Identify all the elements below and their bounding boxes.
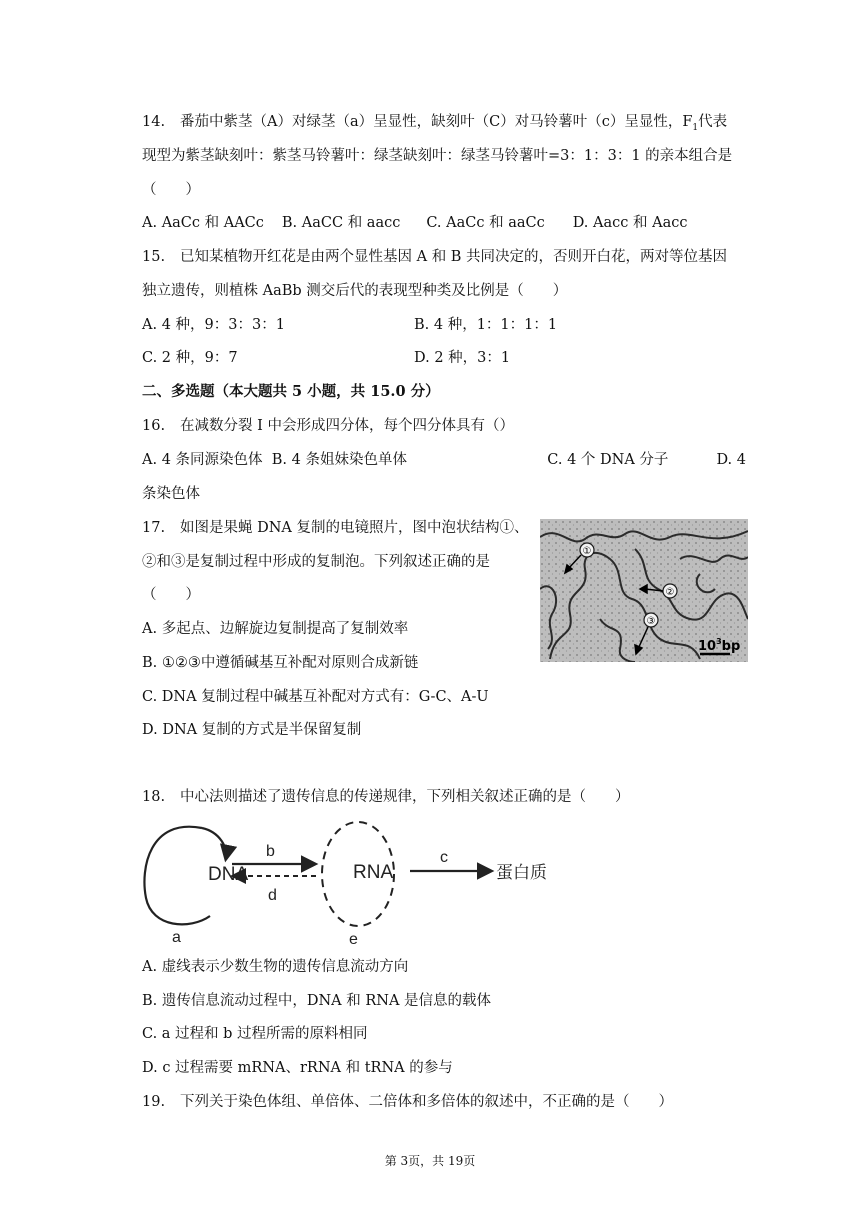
q16-stem: 16. 在减数分裂 I 中会形成四分体，每个四分体具有（） — [142, 418, 514, 434]
q15-option-b: B. 4 种，1：1：1：1 — [414, 317, 558, 333]
q18-option-d: D. c 过程需要 mRNA、rRNA 和 tRNA 的参与 — [142, 1060, 453, 1076]
q16-number: 16. — [142, 418, 166, 434]
q18-stem: 18. 中心法则描述了遗传信息的传递规律，下列相关叙述正确的是（ ） — [142, 789, 630, 805]
q17-option-a: A. 多起点、边解旋边复制提高了复制效率 — [142, 621, 409, 637]
q18-number: 18. — [142, 789, 166, 805]
q19-number: 19. — [142, 1094, 166, 1110]
label-c: c — [440, 849, 448, 866]
label-a: a — [172, 929, 181, 946]
q16-option-b: B. 4 条姐妹染色单体 — [271, 452, 407, 468]
protein-label: 蛋白质 — [496, 863, 547, 883]
micrograph-label-1: ① — [582, 546, 592, 557]
q15-option-d: D. 2 种，3：1 — [414, 350, 511, 366]
q18-option-a: A. 虚线表示少数生物的遗传信息流动方向 — [142, 959, 409, 975]
dna-label: DNA — [208, 864, 249, 885]
q16-option-c: C. 4 个 DNA 分子 — [547, 452, 669, 468]
q14-stem-line-1: 14. 番茄中紫茎（A）对绿茎（a）呈显性，缺刻叶（C）对马铃薯叶（c）呈显性，$F_1$代表 — [142, 114, 728, 133]
q16-options — [142, 450, 746, 470]
dna-replication-micrograph — [540, 519, 748, 662]
q15-option-a: A. 4 种，9：3：3：1 — [142, 317, 285, 333]
q17-stem-line-3: （ ） — [142, 587, 200, 603]
micrograph-label-2: ② — [665, 587, 675, 598]
q17-option-d: D. DNA 复制的方式是半保留复制 — [142, 722, 362, 738]
micrograph-scale-label: $10^3bp$ — [698, 637, 741, 654]
q18-option-b: B. 遗传信息流动过程中，DNA 和 RNA 是信息的载体 — [142, 993, 492, 1009]
q19-stem: 19. 下列关于染色体组、单倍体、二倍体和多倍体的叙述中，不正确的是（ ） — [142, 1094, 673, 1110]
q15-stem-line-1: 15. 已知某植物开红花是由两个显性基因 A 和 B 共同决定的，否则开白花，两对等位基因 — [142, 249, 728, 265]
label-e: e — [349, 931, 358, 948]
q16-option-a: A. 4 条同源染色体 — [142, 452, 263, 468]
q14-stem-line-3: （ ） — [142, 182, 200, 198]
q17-stem-line-2: ②和③是复制过程中形成的复制泡。下列叙述正确的是 — [142, 554, 490, 570]
micrograph-svg — [540, 519, 748, 662]
q15-number: 15. — [142, 249, 166, 265]
q15-option-c: C. 2 种，9：7 — [142, 350, 238, 366]
q15-stem-line-2: 独立遗传，则植株 AaBb 测交后代的表现型种类及比例是（ ） — [142, 283, 568, 299]
q16-option-d: D. 4 — [716, 452, 746, 468]
q16-option-d-wrap: 条染色体 — [142, 486, 200, 502]
q14-option-c: C. AaCc 和 aaCc — [426, 215, 545, 231]
q14-number: 14. — [142, 114, 166, 130]
q14-option-b: B. AaCC 和 aacc — [281, 215, 401, 231]
q14-options — [142, 213, 687, 233]
central-dogma-diagram — [140, 818, 570, 948]
label-d: d — [268, 887, 277, 904]
q17-option-b: B. ①②③中遵循碱基互补配对原则合成新链 — [142, 655, 419, 671]
q14-option-a: A. AaCc 和 AACc — [142, 215, 264, 231]
q18-option-c: C. a 过程和 b 过程所需的原料相同 — [142, 1026, 368, 1042]
q17-stem-line-1: 17. 如图是果蝇 DNA 复制的电镜照片，图中泡状结构①、 — [142, 520, 529, 536]
replication-loop — [144, 827, 210, 925]
q17-option-c: C. DNA 复制过程中碱基互补配对方式有：G-C、A-U — [142, 689, 489, 705]
section-heading: 二、多选题（本大题共 5 小题，共 15.0 分） — [142, 383, 440, 400]
central-dogma-svg — [140, 818, 570, 948]
q14-option-d: D. Aacc 和 Aacc — [572, 215, 688, 231]
q14-stem-line-2: 现型为紫茎缺刻叶：紫茎马铃薯叶：绿茎缺刻叶：绿茎马铃薯叶=3：1：3：1 的亲本组合是 — [142, 148, 733, 164]
q17-number: 17. — [142, 520, 166, 536]
page-footer: 第 3页，共 19页 — [384, 1154, 476, 1168]
rna-label: RNA — [353, 862, 394, 883]
micrograph-label-3: ③ — [646, 616, 656, 627]
label-b: b — [266, 843, 275, 860]
